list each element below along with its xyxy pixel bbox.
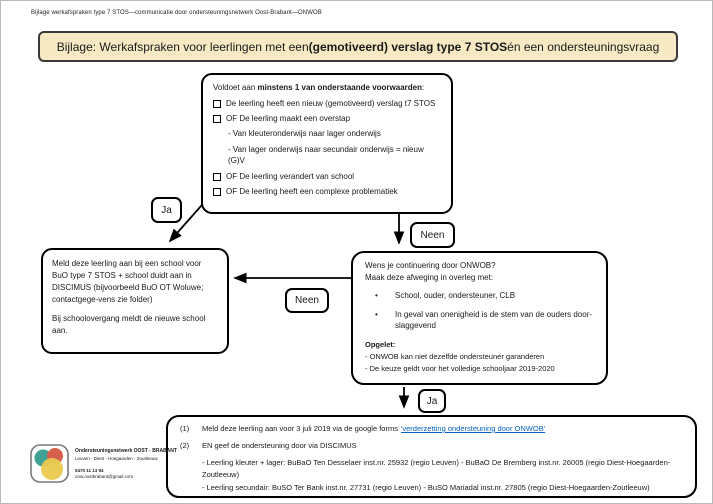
document-header-text: Bijlage werkafspraken type 7 STOS—communicatie door ondersteuningsnetwerk Oost-Brabant—ONWOB <box>31 10 322 16</box>
step-number: (1) <box>180 424 190 433</box>
organization-phone: 0470 11 13 94 <box>75 467 104 473</box>
onwob-bullet-text: In geval van onenigheid is de stem van de ouders door-slaggevend <box>395 310 593 331</box>
checkbox-icon <box>213 100 221 108</box>
google-forms-link[interactable]: 'verderzetting ondersteuning door ONWOB' <box>400 424 546 433</box>
flow-label-neen-top: Neen <box>410 222 455 248</box>
step-number: (2) <box>180 440 190 450</box>
conditions-title-prefix: Voldoet aan <box>213 83 258 92</box>
buo-school-box <box>41 248 229 354</box>
condition-subitem: - Van kleuteronderwijs naar lager onderwijs <box>228 129 381 138</box>
onwob-bullet-item <box>375 290 594 301</box>
conditions-title <box>213 83 441 92</box>
flow-label-ja-top: Ja <box>151 197 182 223</box>
logo-circle-yellow <box>41 458 63 480</box>
condition-text: OF De leerling verandert van school <box>226 172 355 182</box>
condition-text: De leerling heeft een nieuw (gemotiveerd) verslag t7 STOS <box>226 99 436 108</box>
onwob-intro: Maak deze afweging in overleg met: <box>365 273 494 282</box>
registration-school-line-primary: - Leerling kleuter + lager: BuBaO Ten Desselaer inst.nr. 25932 (regio Leuven) - BuBaO De Bremberg inst.nr. 26005 (regio Diest-Hoegaarden-Zoutleeuw) <box>202 458 671 479</box>
logo-circles-icon <box>30 444 69 483</box>
registration-box <box>166 415 697 498</box>
condition-item <box>213 114 441 123</box>
checkbox-icon <box>213 115 221 123</box>
onwob-continuation-box <box>351 251 608 385</box>
onwob-question: Wens je continuering door ONWOB? <box>365 261 496 270</box>
checkbox-icon <box>213 188 221 196</box>
flow-label-ja-bottom: Ja <box>418 389 446 413</box>
conditions-title-bold: minstens 1 van onderstaande voorwaarden <box>257 83 422 92</box>
title-banner <box>38 31 678 62</box>
condition-item <box>213 187 441 196</box>
logo-text-block <box>75 444 177 483</box>
checkbox-icon <box>213 173 221 181</box>
onwob-note-title: Opgelet: <box>365 339 396 349</box>
onwob-note: - ONWOB kan niet dezelfde ondersteuner garanderen <box>365 351 545 361</box>
step-1-text: Meld deze leerling aan voor 3 juli 2019 via de google forms <box>202 424 398 433</box>
conditions-title-suffix: : <box>421 83 425 92</box>
condition-text: OF De leerling maakt een overstap <box>226 114 351 123</box>
conditions-box <box>201 73 453 214</box>
banner-text-bold: (gemotiveerd) verslag type 7 STOS <box>308 39 508 54</box>
step-text <box>202 424 545 435</box>
onwob-bullet-text: School, ouder, ondersteuner, CLB <box>395 291 516 300</box>
banner-text-prefix: Bijlage: Werkafspraken voor leerlingen met een <box>56 39 309 54</box>
condition-subitem: - Van lager onderwijs naar secundair onderwijs = nieuw (G)V <box>228 145 424 165</box>
bullet-icon <box>375 290 395 301</box>
bullet-icon <box>375 309 395 320</box>
step-2-text: EN geef de ondersteuning door via DISCIMUS <box>202 440 357 450</box>
onwob-bullet-item <box>375 309 594 331</box>
organization-regions: Leuven - Diest - Hoegaarden - Zoutleeuw <box>75 455 158 461</box>
banner-text-suffix: én een ondersteuningsvraag <box>507 39 660 54</box>
registration-step-2 <box>180 441 683 452</box>
organization-name: Ondersteuningsnetwerk OOST - BRABANT <box>75 448 177 454</box>
onwob-note: - De keuze geldt voor het volledige schooljaar 2019-2020 <box>365 363 555 373</box>
condition-item <box>213 99 441 108</box>
buo-paragraph-1: Meld deze leerling aan bij een school voor BuO type 7 STOS + school duidt aan in DISCIMUS (bijvoorbeeld BuO OT Woluwe; contactgege-vens zie folder) <box>52 259 204 304</box>
buo-paragraph-2: Bij schoolovergang meldt de nieuwe school aan. <box>52 314 206 335</box>
registration-step-1 <box>180 424 683 435</box>
flow-label-neen-middle: Neen <box>285 288 329 313</box>
onwob-logo <box>30 444 177 483</box>
condition-item <box>213 172 441 181</box>
organization-email: onw.oostbrabant@gmail.com <box>75 473 134 479</box>
registration-school-line-secondary: - Leerling secundair: BuSO Ter Bank inst.nr. 27731 (regio Leuven) - BuSO Mariadal inst.nr. 27805 (regio Diest-Hoegaarden-Zoutleeuw) <box>202 483 650 493</box>
condition-text: OF De leerling heeft een complexe problematiek <box>226 187 398 197</box>
